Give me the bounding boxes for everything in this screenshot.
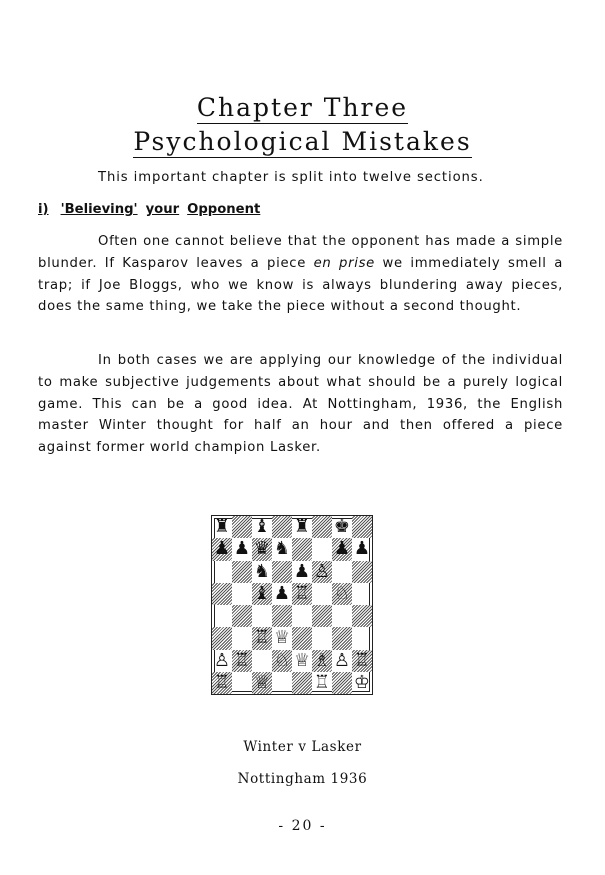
page-number: - 20 - <box>278 818 327 834</box>
board-square <box>232 672 252 694</box>
chess-piece: ♝ <box>253 516 271 538</box>
chess-piece: ♟ <box>333 538 351 560</box>
board-square <box>272 516 292 538</box>
board-square <box>212 538 232 560</box>
board-square <box>252 538 272 560</box>
board-square <box>332 516 352 538</box>
board-square <box>352 627 372 649</box>
board-square <box>232 605 252 627</box>
diagram-caption-event: Nottingham 1936 <box>237 771 368 787</box>
board-square <box>352 650 372 672</box>
chess-piece: ♘ <box>333 582 351 604</box>
chess-piece: ♟ <box>233 538 251 560</box>
board-square <box>252 605 272 627</box>
board-square <box>332 538 352 560</box>
chess-piece: ♛ <box>253 538 271 560</box>
chess-piece: ♖ <box>353 649 371 671</box>
board-square <box>292 672 312 694</box>
paragraph-1-text-a: Often one cannot believe that the opponent has made a simple blunder. If Kasparov leaves a piece <box>38 234 563 271</box>
chapter-subtitle-text: Psychological Mistakes <box>133 127 472 156</box>
board-square <box>332 627 352 649</box>
paragraph-2: In both cases we are applying our knowledge of the individual to make subjective judgements about what should be a purely logical game. This can be a good idea. At Nottingham, 1936, the English master Winter thought for half an hour and then offered a piece against former world champion Lasker. <box>38 353 563 456</box>
chess-piece: ♙ <box>313 560 331 582</box>
board-square <box>212 672 232 694</box>
board-square <box>252 516 272 538</box>
chess-piece: ♟ <box>353 538 371 560</box>
board-square <box>332 561 352 583</box>
board-square <box>352 605 372 627</box>
board-square <box>252 561 272 583</box>
board-square <box>292 516 312 538</box>
chess-piece: ♘ <box>273 649 291 671</box>
chess-piece: ♖ <box>293 582 311 604</box>
section-word: Opponent <box>187 202 261 217</box>
chess-piece: ♖ <box>313 671 331 693</box>
board-square <box>312 561 332 583</box>
board-square <box>252 627 272 649</box>
board-square <box>232 516 252 538</box>
chess-piece: ♜ <box>213 516 231 538</box>
chess-piece: ♜ <box>293 516 311 538</box>
chess-piece: ♕ <box>253 671 271 693</box>
paragraph-1-italic: en prise <box>313 255 375 271</box>
chapter-intro: This important chapter is split into twelve sections. <box>98 170 484 185</box>
board-square <box>252 583 272 605</box>
chess-piece: ♖ <box>253 627 271 649</box>
board-square <box>332 650 352 672</box>
board-square <box>352 561 372 583</box>
board-square <box>312 672 332 694</box>
board-square <box>292 583 312 605</box>
board-square <box>252 672 272 694</box>
board-square <box>272 583 292 605</box>
chess-piece: ♙ <box>333 649 351 671</box>
chess-piece: ♕ <box>293 649 311 671</box>
board-square <box>292 650 312 672</box>
chess-piece: ♙ <box>213 649 231 671</box>
chess-piece: ♟ <box>293 560 311 582</box>
chess-piece: ♞ <box>253 560 271 582</box>
board-square <box>272 672 292 694</box>
chess-piece: ♔ <box>353 671 371 693</box>
board-square <box>272 627 292 649</box>
chess-piece: ♕ <box>273 627 291 649</box>
board-square <box>352 672 372 694</box>
chess-piece: ♖ <box>233 649 251 671</box>
chapter-title <box>0 93 605 123</box>
chess-piece: ♞ <box>273 538 291 560</box>
board-square <box>212 516 232 538</box>
board-square <box>272 650 292 672</box>
board-square <box>332 583 352 605</box>
board-square <box>232 538 252 560</box>
chess-piece: ♟ <box>213 538 231 560</box>
board-square <box>232 583 252 605</box>
section-number: i) <box>38 202 49 217</box>
chess-piece: ♖ <box>213 671 231 693</box>
chess-piece: ♗ <box>313 649 331 671</box>
board-square <box>312 538 332 560</box>
board-square <box>272 538 292 560</box>
board-square <box>212 561 232 583</box>
chess-piece: ♝ <box>253 582 271 604</box>
chess-diagram <box>211 515 373 695</box>
board-square <box>332 672 352 694</box>
board-square <box>292 561 312 583</box>
board-square <box>292 627 312 649</box>
section-heading <box>38 202 260 217</box>
chess-piece: ♟ <box>273 582 291 604</box>
board-square <box>352 516 372 538</box>
board-square <box>232 627 252 649</box>
board-square <box>212 650 232 672</box>
board-square <box>312 583 332 605</box>
board-square <box>272 561 292 583</box>
board-square <box>252 650 272 672</box>
board-square <box>232 650 252 672</box>
board-square <box>352 538 372 560</box>
board-square <box>212 583 232 605</box>
section-word: your <box>145 202 180 217</box>
board-square <box>332 605 352 627</box>
board-square <box>352 583 372 605</box>
paragraph-1-text-b: we immediately smell a trap; if Joe Bloggs, who we know is always blundering away pieces, does the same thing, we take the piece without a second thought. <box>38 255 563 315</box>
section-word: 'Believing' <box>60 202 138 217</box>
board-square <box>292 538 312 560</box>
chapter-title-text: Chapter Three <box>196 93 409 122</box>
board-square <box>312 650 332 672</box>
board-square <box>272 605 292 627</box>
board-square <box>212 605 232 627</box>
paragraph-1 <box>38 231 563 318</box>
board-square <box>292 605 312 627</box>
board-square <box>232 561 252 583</box>
diagram-caption-players: Winter v Lasker <box>243 739 362 755</box>
board-square <box>212 627 232 649</box>
chess-piece: ♚ <box>333 516 351 538</box>
board-square <box>312 605 332 627</box>
chapter-subtitle <box>0 127 605 157</box>
board-square <box>312 516 332 538</box>
board-square <box>312 627 332 649</box>
